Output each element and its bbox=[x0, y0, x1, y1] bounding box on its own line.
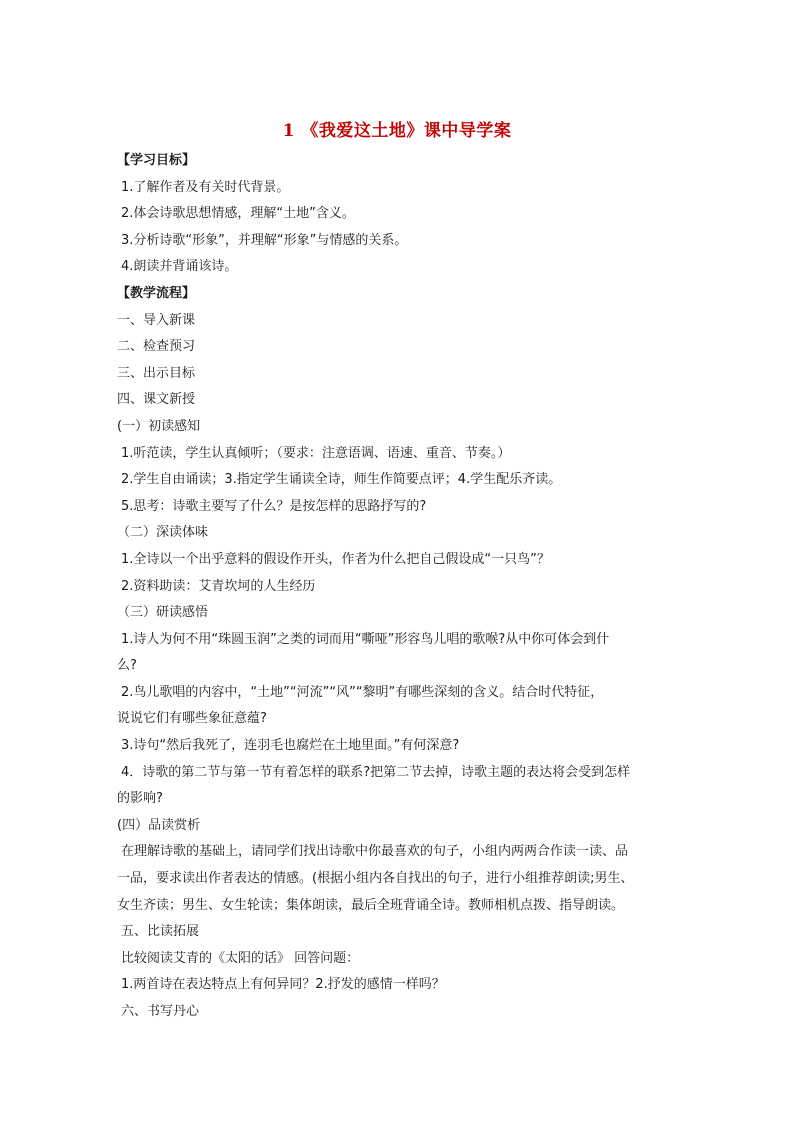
question-line: 说说它们有哪些象征意蕴? bbox=[117, 711, 267, 727]
paragraph-line: 比较阅读艾青的《太阳的话》 回答问题： bbox=[121, 950, 360, 966]
question-line: 么? bbox=[117, 658, 137, 674]
goal-item: 4.朗读并背诵该诗。 bbox=[121, 259, 238, 275]
flow-heading: 【教学流程】 bbox=[117, 285, 196, 301]
document-body bbox=[117, 148, 677, 1026]
paragraph-line: 一品，要求读出作者表达的情感。(根据小组内各自找出的句子，进行小组推荐朗读;男生、 bbox=[117, 871, 634, 887]
question-line: 3.诗句“然后我死了，连羽毛也腐烂在土地里面。”有何深意? bbox=[121, 738, 460, 754]
section-heading: (四）品读赏析 bbox=[117, 817, 201, 833]
step-heading: 三、出示目标 bbox=[117, 365, 196, 381]
paragraph-line: 在理解诗歌的基础上，请同学们找出诗歌中你最喜欢的句子，小组内两两合作读一读、品 bbox=[121, 844, 629, 860]
paragraph-line: 1.两首诗在表达特点上有何异同？2.抒发的感情一样吗？ bbox=[121, 977, 445, 993]
question-line: 2.鸟儿歌唱的内容中，“土地”“河流”“风”“黎明”有哪些深刻的含义。结合时代特征， bbox=[121, 684, 604, 700]
step-heading: 二、检查预习 bbox=[117, 339, 196, 355]
goal-item: 1.了解作者及有关时代背景。 bbox=[121, 179, 290, 195]
section-heading: (一）初读感知 bbox=[117, 418, 201, 434]
paragraph-line: 女生齐读；男生、女生轮读；集体朗读，最后全班背诵全诗。教师相机点拨、指导朗读。 bbox=[117, 897, 625, 913]
goal-item: 3.分析诗歌“形象”，并理解“形象”与情感的关系。 bbox=[121, 232, 408, 248]
section-heading: （三）研读感悟 bbox=[117, 605, 209, 621]
section-item: 1.听范读，学生认真倾听；（要求：注意语调、语速、重音、节奏。） bbox=[121, 445, 511, 461]
section-item: 2.资料助读：艾青坎坷的人生经历 bbox=[121, 578, 316, 594]
step-heading: 四、课文新授 bbox=[117, 392, 196, 408]
step-heading: 六、书写丹心 bbox=[121, 1004, 200, 1019]
section-item: 5.思考：诗歌主要写了什么？是按怎样的思路抒写的? bbox=[121, 498, 427, 514]
document-title: 1 《我爱这土地》课中导学案 bbox=[282, 121, 512, 141]
goals-heading: 【学习目标】 bbox=[117, 153, 196, 168]
goal-item: 2.体会诗歌思想情感，理解“土地”含义。 bbox=[121, 206, 355, 222]
step-heading: 五、比读拓展 bbox=[121, 924, 200, 940]
question-line: 1.诗人为何不用“珠圆玉润”之类的词而用“嘶哑”形容鸟儿唱的歌喉?从中你可体会到什 bbox=[121, 631, 610, 647]
step-heading: 一、导入新课 bbox=[117, 312, 196, 328]
section-item: 2.学生自由诵读；3.指定学生诵读全诗，师生作简要点评；4.学生配乐齐读。 bbox=[121, 472, 562, 488]
question-line: 4．诗歌的第二节与第一节有着怎样的联系?把第二节去掉，诗歌主题的表达将会受到怎样 bbox=[121, 764, 631, 780]
section-item: 1.全诗以一个出乎意料的假设作开头，作者为什么把自己假设成“一只鸟”？ bbox=[121, 551, 550, 567]
section-heading: （二）深读体味 bbox=[117, 525, 209, 541]
question-line: 的影响? bbox=[117, 791, 163, 807]
